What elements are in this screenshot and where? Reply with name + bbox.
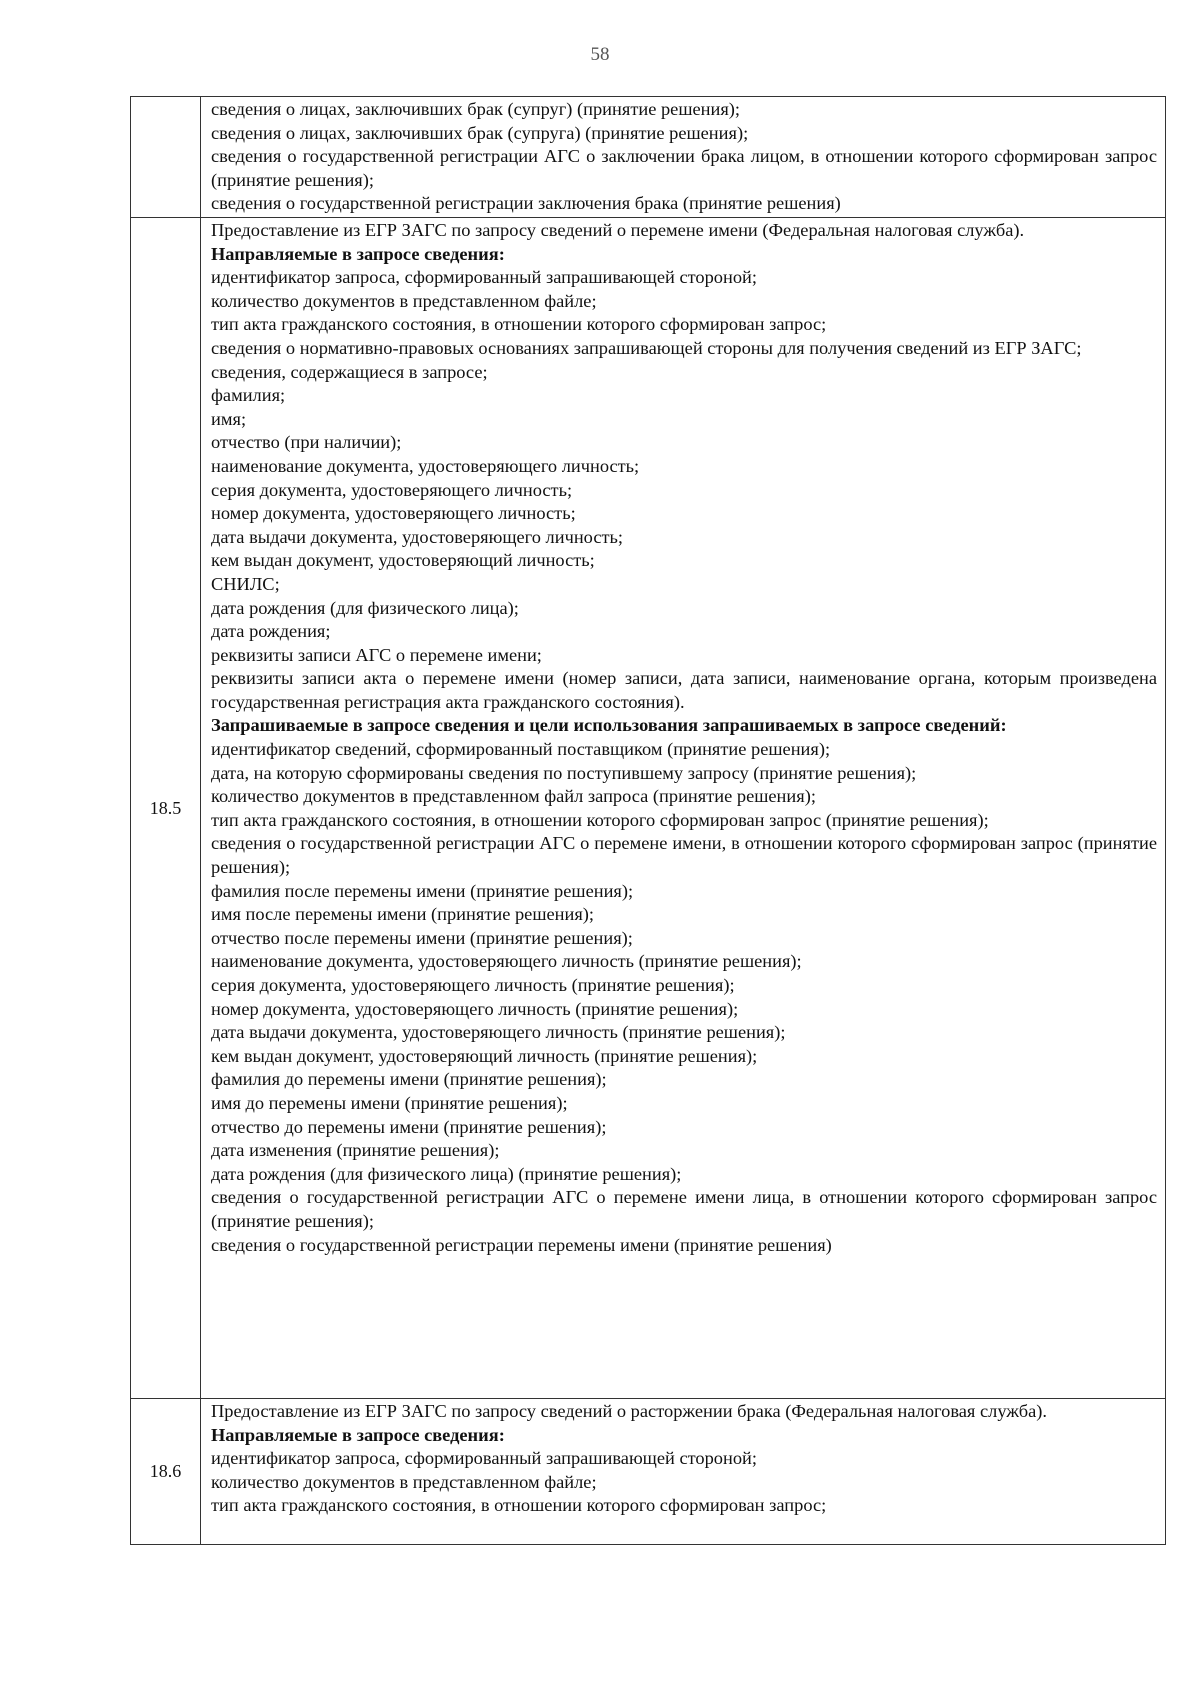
text-line: идентификатор сведений, сформированный поставщиком (принятие решения); bbox=[211, 739, 831, 760]
text-line: дата изменения (принятие решения); bbox=[211, 1140, 500, 1161]
text-line: тип акта гражданского состояния, в отношении которого сформирован запрос (принятие решения); bbox=[211, 809, 989, 830]
text-line: дата рождения (для физического лица) (принятие решения); bbox=[211, 1163, 682, 1184]
text-line: Предоставление из ЕГР ЗАГС по запросу сведений о расторжении брака (Федеральная налоговая служба). bbox=[211, 1401, 1047, 1421]
text-line: дата рождения; bbox=[211, 621, 331, 642]
text-line: кем выдан документ, удостоверяющий личность (принятие решения); bbox=[211, 1045, 758, 1066]
table-row bbox=[131, 218, 1166, 1399]
row-number bbox=[131, 97, 201, 218]
text-line: сведения о государственной регистрации перемены имени (принятие решения) bbox=[211, 1234, 832, 1255]
text-line: сведения о государственной регистрации АГС о перемене имени, в отношении которого сформирован запрос (принятие решения); bbox=[211, 833, 1157, 878]
text-line: номер документа, удостоверяющего личность; bbox=[211, 503, 576, 524]
text-line: фамилия после перемены имени (принятие решения); bbox=[211, 880, 634, 901]
text-line: тип акта гражданского состояния, в отношении которого сформирован запрос; bbox=[211, 1495, 827, 1516]
text-line: фамилия; bbox=[211, 385, 286, 406]
text-line: отчество (при наличии); bbox=[211, 432, 402, 453]
row-number: 18.6 bbox=[131, 1399, 201, 1545]
text-line: СНИЛС; bbox=[211, 573, 280, 594]
section-heading: Направляемые в запросе сведения: bbox=[211, 1424, 505, 1445]
text-line: отчество до перемены имени (принятие решения); bbox=[211, 1116, 607, 1137]
text-line: идентификатор запроса, сформированный запрашивающей стороной; bbox=[211, 1448, 757, 1469]
text-line: количество документов в представленном файле; bbox=[211, 1471, 597, 1492]
text-line: дата, на которую сформированы сведения по поступившему запросу (принятие решения); bbox=[211, 762, 917, 783]
text-line: имя до перемены имени (принятие решения); bbox=[211, 1092, 568, 1113]
text-line: наименование документа, удостоверяющего личность; bbox=[211, 455, 640, 476]
row-content bbox=[201, 97, 1166, 218]
text-line: дата рождения (для физического лица); bbox=[211, 597, 519, 618]
text-line: сведения о лицах, заключивших брак (супруга) (принятие решения); bbox=[211, 122, 749, 143]
text-line: количество документов в представленном файле; bbox=[211, 290, 597, 311]
table-row bbox=[131, 1399, 1166, 1545]
text-line: сведения о государственной регистрации АГС о заключении брака лицом, в отношении которого сформирован запрос (принятие решения); bbox=[211, 146, 1157, 190]
text-line: сведения, содержащиеся в запросе; bbox=[211, 361, 488, 382]
text-line: серия документа, удостоверяющего личность; bbox=[211, 479, 573, 500]
text-line: Предоставление из ЕГР ЗАГС по запросу сведений о перемене имени (Федеральная налоговая служба). bbox=[211, 220, 1025, 240]
text-line: реквизиты записи акта о перемене имени (номер записи, дата записи, наименование органа, которым произведена государственная регистрация акта гражданского состояния). bbox=[211, 668, 1157, 712]
row-number: 18.5 bbox=[131, 218, 201, 1399]
text-line: серия документа, удостоверяющего личность (принятие решения); bbox=[211, 975, 735, 995]
text-line: идентификатор запроса, сформированный запрашивающей стороной; bbox=[211, 267, 757, 288]
document-table bbox=[130, 96, 1166, 1545]
table-row bbox=[131, 97, 1166, 218]
row-content bbox=[201, 1399, 1166, 1545]
section-heading: Запрашиваемые в запросе сведения и цели использования запрашиваемых в запросе сведений: bbox=[211, 715, 1007, 736]
text-line: тип акта гражданского состояния, в отношении которого сформирован запрос; bbox=[211, 314, 827, 335]
text-line: сведения о государственной регистрации АГС о перемене имени лица, в отношении которого сформирован запрос (принятие решения); bbox=[211, 1187, 1157, 1231]
text-line: сведения о лицах, заключивших брак (супруг) (принятие решения); bbox=[211, 99, 741, 119]
text-line: дата выдачи документа, удостоверяющего личность; bbox=[211, 526, 624, 547]
page-number: 58 bbox=[590, 44, 610, 65]
text-line: отчество после перемены имени (принятие решения); bbox=[211, 927, 633, 948]
text-line: кем выдан документ, удостоверяющий личность; bbox=[211, 550, 595, 571]
text-line: сведения о нормативно-правовых основаниях запрашивающей стороны для получения сведений из ЕГР ЗАГС; bbox=[211, 337, 1082, 358]
text-line: имя; bbox=[211, 408, 247, 429]
text-line: дата выдачи документа, удостоверяющего личность (принятие решения); bbox=[211, 1022, 786, 1043]
text-line: фамилия до перемены имени (принятие решения); bbox=[211, 1069, 607, 1090]
text-line: наименование документа, удостоверяющего личность (принятие решения); bbox=[211, 951, 802, 972]
table-body bbox=[131, 97, 1166, 1545]
text-line: количество документов в представленном файл запроса (принятие решения); bbox=[211, 786, 816, 807]
section-heading: Направляемые в запросе сведения: bbox=[211, 243, 505, 264]
text-line: реквизиты записи АГС о перемене имени; bbox=[211, 644, 542, 665]
text-line: сведения о государственной регистрации заключения брака (принятие решения) bbox=[211, 193, 841, 214]
text-line: номер документа, удостоверяющего личность (принятие решения); bbox=[211, 998, 739, 1019]
text-line: имя после перемены имени (принятие решения); bbox=[211, 904, 595, 925]
row-content bbox=[201, 218, 1166, 1399]
